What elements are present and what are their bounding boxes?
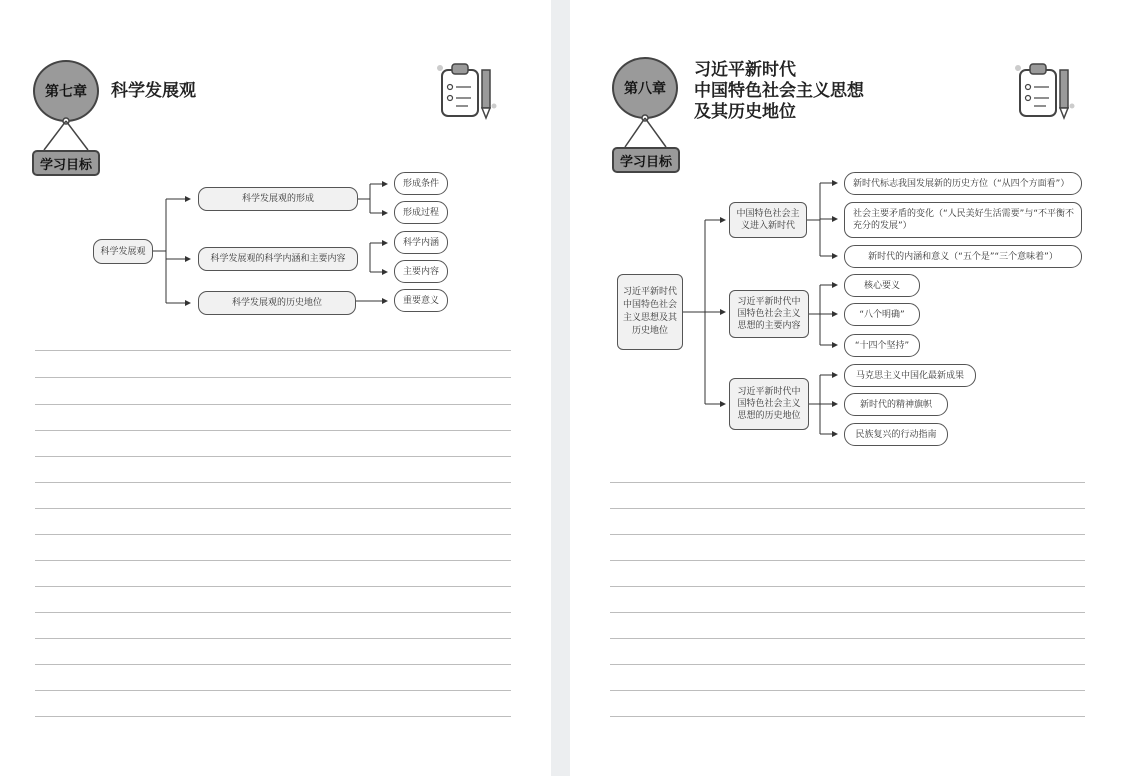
ruled-line — [35, 664, 511, 665]
ruled-line — [610, 664, 1085, 665]
ruled-line — [35, 350, 511, 351]
mindmap-leaf: “八个明确” — [844, 303, 920, 326]
mindmap-leaf: 新时代标志我国发展新的历史方位（“从四个方面看”） — [844, 172, 1082, 195]
ruled-line — [35, 586, 511, 587]
ruled-line — [610, 612, 1085, 613]
chapter-title-line: 中国特色社会主义思想 — [694, 81, 864, 101]
ruled-line — [610, 508, 1085, 509]
chapter-label: 第七章 — [45, 84, 87, 100]
ruled-line — [35, 534, 511, 535]
mindmap-leaf: 马克思主义中国化最新成果 — [844, 364, 976, 387]
ruled-line — [35, 716, 511, 717]
mindmap-branch: 习近平新时代中国特色社会主义思想的主要内容 — [729, 290, 809, 338]
mindmap-connectors — [0, 0, 551, 340]
study-goals-tag: 学习目标 — [612, 147, 680, 173]
mindmap-branch: 科学发展观的科学内涵和主要内容 — [198, 247, 358, 271]
ruled-line — [610, 560, 1085, 561]
ruled-line — [35, 612, 511, 613]
ruled-line — [35, 638, 511, 639]
chapter-label: 第八章 — [624, 81, 666, 97]
mindmap-leaf: 形成过程 — [394, 201, 448, 224]
ruled-line — [610, 586, 1085, 587]
ruled-line — [610, 482, 1085, 483]
mindmap-leaf: 主要内容 — [394, 260, 448, 283]
mindmap-leaf: 重要意义 — [394, 289, 448, 312]
ruled-line — [610, 638, 1085, 639]
mindmap-leaf: 新时代的精神旗帜 — [844, 393, 948, 416]
chapter-title-line: 习近平新时代 — [694, 60, 796, 80]
mindmap-leaf: 民族复兴的行动指南 — [844, 423, 948, 446]
ruled-line — [35, 508, 511, 509]
ruled-line — [610, 716, 1085, 717]
ruled-line — [610, 690, 1085, 691]
ruled-line — [35, 404, 511, 405]
mindmap-branch: 中国特色社会主义进入新时代 — [729, 202, 807, 238]
mindmap-branch: 习近平新时代中国特色社会主义思想的历史地位 — [729, 378, 809, 430]
study-goals-tag: 学习目标 — [32, 150, 100, 176]
mindmap-root: 科学发展观 — [93, 239, 153, 264]
mindmap-leaf: “十四个坚持” — [844, 334, 920, 357]
chapter-title: 科学发展观 — [111, 81, 196, 101]
ruled-line — [35, 690, 511, 691]
right-page — [570, 0, 1125, 776]
mindmap-leaf: 新时代的内涵和意义（“五个是”“三个意味着”） — [844, 245, 1082, 268]
mindmap-root: 习近平新时代中国特色社会主义思想及其历史地位 — [617, 274, 683, 350]
ruled-line — [610, 534, 1085, 535]
mindmap-branch: 科学发展观的形成 — [198, 187, 358, 211]
mindmap-branch: 科学发展观的历史地位 — [198, 291, 356, 315]
mindmap-leaf: 科学内涵 — [394, 231, 448, 254]
mindmap-leaf: 形成条件 — [394, 172, 448, 195]
ruled-line — [35, 560, 511, 561]
ruled-line — [35, 430, 511, 431]
left-page — [0, 0, 551, 776]
ruled-line — [35, 482, 511, 483]
ruled-line — [35, 456, 511, 457]
chapter-title-line: 及其历史地位 — [694, 102, 796, 122]
ruled-line — [35, 377, 511, 378]
mindmap-leaf: 社会主要矛盾的变化（“人民美好生活需要”与“不平衡不充分的发展”） — [844, 202, 1082, 238]
mindmap-leaf: 核心要义 — [844, 274, 920, 297]
